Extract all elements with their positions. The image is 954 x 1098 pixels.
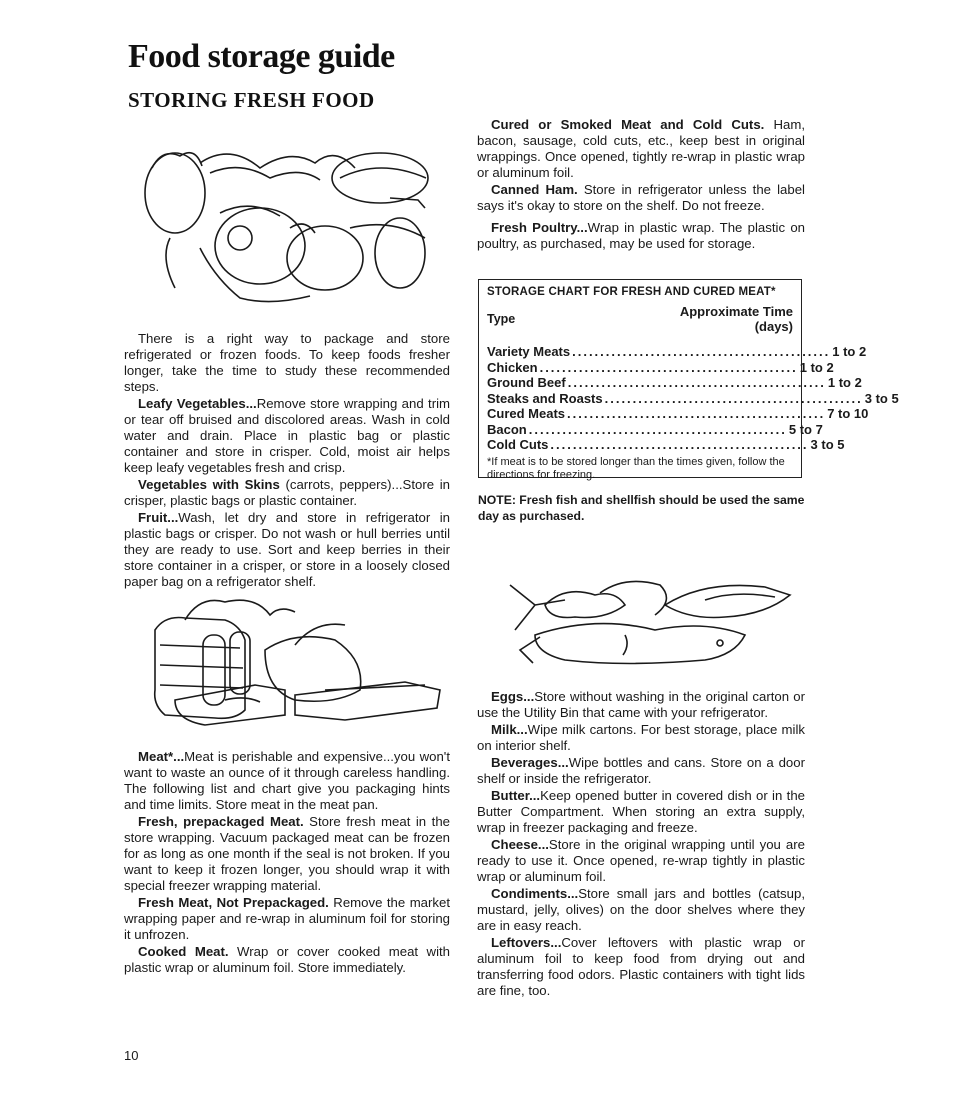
prepackaged-meat-text: Store fresh meat in the store wrapping. Vacuum packaged meat can be frozen for as long as one month if the seal is not broken. If you want to keep it frozen longer, you should wrap it with special freezer wrapping material. bbox=[124, 814, 450, 893]
storage-chart-footnote: *If meat is to be stored longer than the times given, follow the directions for freezing. bbox=[487, 455, 785, 481]
type-column-header: Type bbox=[487, 312, 516, 326]
cured-meat-text: Ham, bacon, sausage, cold cuts, etc., keep best in original wrappings. Once opened, tightly re-wrap in plastic wrap or aluminum foil. bbox=[477, 117, 805, 180]
condiments-paragraph bbox=[477, 886, 805, 934]
cheese-text: Store in the original wrapping until you are ready to use it. Once opened, re-wrap tightly in plastic wrap or aluminum foil. bbox=[477, 837, 805, 884]
page-number: 10 bbox=[124, 1048, 139, 1063]
vegetables-skins-label: Vegetables with Skins bbox=[138, 477, 280, 492]
canned-ham-paragraph bbox=[477, 182, 805, 214]
table-row bbox=[487, 406, 869, 422]
row-leader: .............................................. bbox=[572, 344, 831, 359]
row-days: 7 to 10 bbox=[827, 406, 869, 421]
milk-text: Wipe milk cartons. For best storage, place milk on interior shelf. bbox=[477, 722, 805, 753]
meat-paragraph bbox=[124, 749, 450, 813]
not-prepackaged-meat-label: Fresh Meat, Not Prepackaged. bbox=[138, 895, 329, 910]
meat-text: Meat is perishable and expensive...you won't want to waste an ounce of it through careless handling. The following list and chart give you packaging hints and time limits. Store meat in the meat pan. bbox=[124, 749, 450, 812]
row-days: 3 to 5 bbox=[810, 437, 845, 452]
meat-illustration bbox=[145, 590, 445, 735]
row-leader: .............................................. bbox=[604, 390, 863, 406]
beverages-text: Wipe bottles and cans. Store on a door shelf or inside the refrigerator. bbox=[477, 755, 805, 786]
beverages-label: Beverages... bbox=[491, 755, 569, 770]
storage-chart bbox=[478, 279, 899, 481]
not-prepackaged-meat-paragraph bbox=[124, 895, 450, 943]
right-column-top bbox=[477, 117, 805, 253]
fish-note: NOTE: Fresh fish and shellfish should be used the same day as purchased. bbox=[478, 493, 805, 523]
table-row bbox=[487, 359, 834, 376]
condiments-text: Store small jars and bottles (catsup, mustard, jelly, olives) on the door shelves where they are in easy reach. bbox=[477, 886, 805, 933]
fresh-poultry-label: Fresh Poultry... bbox=[491, 220, 588, 235]
cooked-meat-paragraph bbox=[124, 944, 450, 976]
prepackaged-meat-label: Fresh, prepackaged Meat. bbox=[138, 814, 304, 829]
row-days: 1 to 2 bbox=[799, 359, 834, 375]
cured-meat-label: Cured or Smoked Meat and Cold Cuts. bbox=[491, 117, 765, 132]
left-column-bottom bbox=[124, 749, 450, 977]
leafy-vegetables-label: Leafy Vegetables... bbox=[138, 396, 257, 411]
time-column-header-line1: Approximate Time bbox=[679, 304, 793, 319]
prepackaged-meat-paragraph bbox=[124, 814, 450, 894]
page-title: Food storage guide bbox=[128, 38, 395, 75]
row-leader: .............................................. bbox=[539, 359, 798, 375]
row-type: Steaks and Roasts bbox=[487, 390, 603, 406]
cured-meat-paragraph bbox=[477, 117, 805, 181]
leafy-vegetables-text: Remove store wrapping and trim or tear off bruised and discolored areas. Wash in cold water and drain. Place in plastic bag or plastic container and store in crisper. Cold, moist air helps keep leafy vegetables fresh and crisp. bbox=[124, 396, 450, 475]
section-title: STORING FRESH FOOD bbox=[128, 88, 375, 112]
left-column-top bbox=[124, 331, 450, 591]
right-column-bottom bbox=[477, 689, 805, 1000]
row-type: Cold Cuts bbox=[487, 437, 549, 452]
milk-label: Milk... bbox=[491, 722, 528, 737]
fish-illustration bbox=[505, 575, 795, 670]
fresh-poultry-text: Wrap in plastic wrap. The plastic on poultry, as purchased, may be used for storage. bbox=[477, 220, 805, 251]
meat-label: Meat*... bbox=[138, 749, 185, 764]
time-column-header bbox=[680, 304, 793, 334]
eggs-paragraph bbox=[477, 689, 805, 721]
table-row bbox=[487, 390, 899, 407]
cooked-meat-text: Wrap or cover cooked meat with plastic wrap or aluminum foil. Store immediately. bbox=[124, 944, 450, 975]
leftovers-label: Leftovers... bbox=[491, 935, 562, 950]
fruit-paragraph bbox=[124, 510, 450, 590]
beverages-paragraph bbox=[477, 755, 805, 787]
eggs-text: Store without washing in the original carton or use the Utility Bin that came with your refrigerator. bbox=[477, 689, 805, 720]
row-type: Ground Beef bbox=[487, 375, 566, 390]
intro-paragraph: There is a right way to package and store refrigerated or frozen foods. To keep foods fresher longer, take the time to study these recommended steps. bbox=[124, 331, 450, 394]
condiments-label: Condiments... bbox=[491, 886, 579, 901]
table-row bbox=[487, 375, 862, 391]
cooked-meat-label: Cooked Meat. bbox=[138, 944, 229, 959]
fresh-poultry-paragraph bbox=[477, 220, 805, 252]
table-row bbox=[487, 437, 845, 453]
cheese-label: Cheese... bbox=[491, 837, 549, 852]
leftovers-paragraph bbox=[477, 935, 805, 999]
row-type: Cured Meats bbox=[487, 406, 566, 421]
vegetables-skins-paragraph bbox=[124, 477, 450, 509]
butter-label: Butter... bbox=[491, 788, 541, 803]
table-row bbox=[487, 421, 823, 438]
table-row bbox=[487, 344, 867, 360]
row-days: 1 to 2 bbox=[832, 344, 867, 359]
storage-chart-header bbox=[487, 304, 793, 344]
row-type: Chicken bbox=[487, 359, 538, 375]
fruit-label: Fruit... bbox=[138, 510, 179, 525]
vegetables-illustration bbox=[140, 138, 435, 306]
row-days: 3 to 5 bbox=[864, 390, 899, 406]
row-days: 1 to 2 bbox=[827, 375, 862, 390]
butter-paragraph bbox=[477, 788, 805, 836]
cheese-paragraph bbox=[477, 837, 805, 885]
storage-chart-title: STORAGE CHART FOR FRESH AND CURED MEAT* bbox=[487, 286, 776, 298]
butter-text: Keep opened butter in covered dish or in the Butter Compartment. When storing an extra supply, wrap in freezer packaging and freeze. bbox=[477, 788, 805, 835]
eggs-label: Eggs... bbox=[491, 689, 535, 704]
storage-chart-rows bbox=[487, 344, 899, 453]
time-column-header-line2: (days) bbox=[754, 319, 793, 334]
not-prepackaged-meat-text: Remove the market wrapping paper and re-wrap in aluminum foil for storing it unfrozen. bbox=[124, 895, 450, 942]
fruit-text: Wash, let dry and store in refrigerator in plastic bags or crisper. Do not wash or hull berries until they are ready to use. Sort and keep berries in their store container in a crisper, or store in a loosely closed paper bag on a refrigerator shelf. bbox=[124, 510, 450, 589]
vegetables-skins-text: (carrots, peppers)...Store in crisper, plastic bags or plastic container. bbox=[124, 477, 450, 508]
row-leader: .............................................. bbox=[550, 437, 809, 452]
row-type: Variety Meats bbox=[487, 344, 571, 359]
row-days: 5 to 7 bbox=[788, 421, 823, 437]
row-leader: .............................................. bbox=[567, 375, 826, 390]
canned-ham-label: Canned Ham. bbox=[491, 182, 578, 197]
leafy-vegetables-paragraph bbox=[124, 396, 450, 476]
row-leader: .............................................. bbox=[567, 406, 826, 421]
canned-ham-text: Store in refrigerator unless the label says it's okay to store on the shelf. Do not freeze. bbox=[477, 182, 805, 213]
leftovers-text: Cover leftovers with plastic wrap or aluminum foil to keep food from drying out and transferring food odors. Plastic containers with tight lids are fine, too. bbox=[477, 935, 805, 998]
milk-paragraph bbox=[477, 722, 805, 754]
row-type: Bacon bbox=[487, 421, 527, 437]
row-leader: .............................................. bbox=[528, 421, 787, 437]
